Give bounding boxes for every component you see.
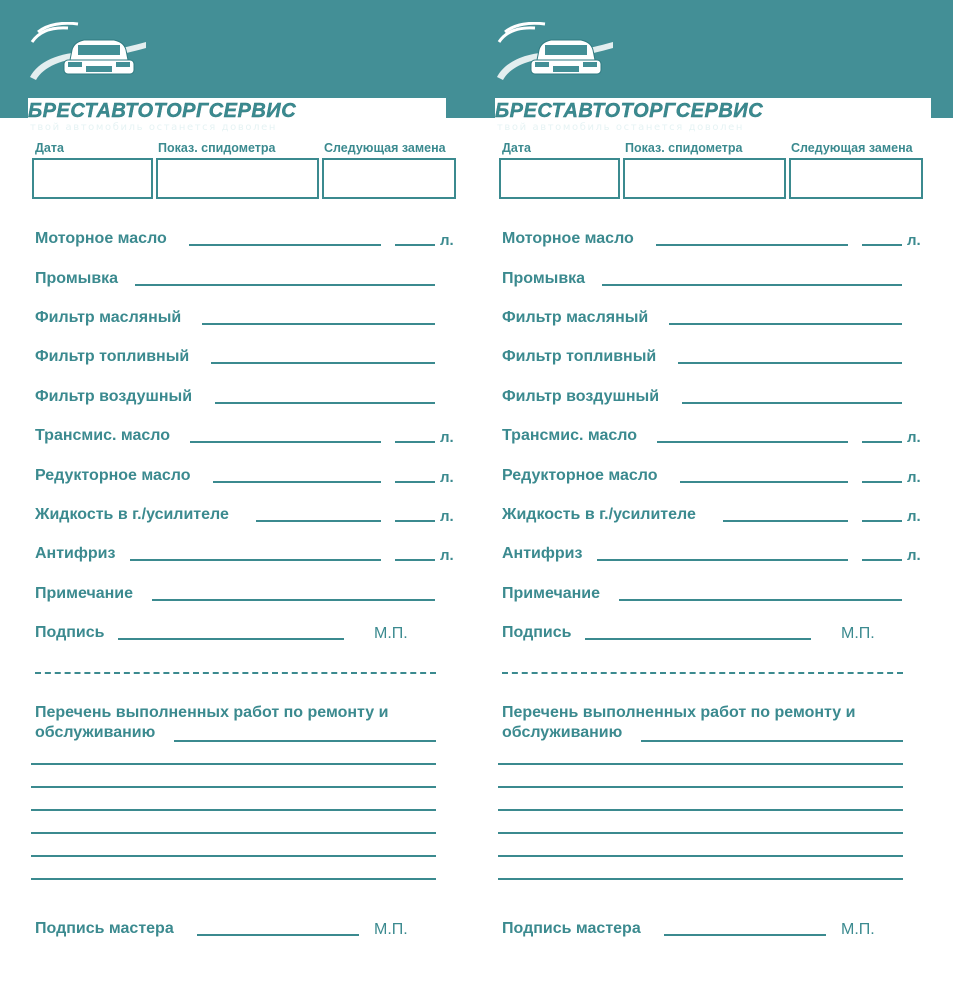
transmission-oil-line[interactable] [657, 441, 848, 443]
works-title-line2: обслуживанию [502, 724, 623, 741]
note-line[interactable] [619, 599, 902, 601]
cut-line [502, 672, 903, 674]
gear-oil-line[interactable] [680, 481, 848, 483]
engine-oil-qty-line[interactable] [862, 244, 902, 246]
flushing-line[interactable] [602, 284, 902, 286]
signature-line[interactable] [118, 638, 344, 640]
unit-label: л. [440, 508, 454, 525]
works-line[interactable] [498, 855, 903, 857]
works-line[interactable] [31, 809, 436, 811]
gear-oil-qty-line[interactable] [395, 481, 435, 483]
date-label: Дата [35, 141, 64, 155]
brand-name: БРЕСТАВТОТОРГСЕРВИС [28, 100, 297, 122]
odometer-label: Показ. спидометра [158, 141, 276, 155]
power-steering-label: Жидкость в г./усилителе [35, 506, 229, 523]
signature-label: Подпись [502, 624, 572, 641]
power-steering-line[interactable] [256, 520, 381, 522]
works-line[interactable] [31, 786, 436, 788]
fuel-filter-line[interactable] [678, 362, 902, 364]
stamp-label: М.П. [374, 921, 408, 938]
note-line[interactable] [152, 599, 435, 601]
signature-line[interactable] [585, 638, 811, 640]
unit-label: л. [440, 429, 454, 446]
antifreeze-line[interactable] [597, 559, 848, 561]
car-icon [28, 22, 148, 82]
oil-filter-line[interactable] [202, 323, 435, 325]
flushing-label: Промывка [35, 270, 119, 287]
antifreeze-qty-line[interactable] [395, 559, 435, 561]
transmission-oil-label: Трансмис. масло [502, 427, 638, 444]
transmission-oil-line[interactable] [190, 441, 381, 443]
works-line[interactable] [31, 763, 436, 765]
air-filter-line[interactable] [682, 402, 902, 404]
antifreeze-label: Антифриз [35, 545, 116, 562]
next-change-box[interactable] [322, 158, 456, 199]
flushing-label: Промывка [502, 270, 586, 287]
works-line[interactable] [31, 878, 436, 880]
brand-name: БРЕСТАВТОТОРГСЕРВИС [495, 100, 764, 122]
odometer-box[interactable] [156, 158, 319, 199]
date-box[interactable] [32, 158, 153, 199]
works-line[interactable] [498, 786, 903, 788]
cut-line [35, 672, 436, 674]
fuel-filter-label: Фильтр топливный [502, 348, 657, 365]
power-steering-label: Жидкость в г./усилителе [502, 506, 696, 523]
master-signature-line[interactable] [197, 934, 359, 936]
car-icon [495, 22, 615, 82]
works-title-line1: Перечень выполненных работ по ремонту и [502, 704, 856, 721]
odometer-label: Показ. спидометра [625, 141, 743, 155]
works-title [502, 703, 922, 743]
gear-oil-line[interactable] [213, 481, 381, 483]
unit-label: л. [440, 469, 454, 486]
oil-filter-label: Фильтр масляный [35, 309, 182, 326]
power-steering-qty-line[interactable] [395, 520, 435, 522]
air-filter-line[interactable] [215, 402, 435, 404]
gear-oil-label: Редукторное масло [502, 467, 658, 484]
works-title-line1: Перечень выполненных работ по ремонту и [35, 704, 389, 721]
engine-oil-label: Моторное масло [35, 230, 167, 247]
gear-oil-qty-line[interactable] [862, 481, 902, 483]
antifreeze-qty-line[interactable] [862, 559, 902, 561]
brand-slogan: твой автомобиль останется доволен [30, 122, 277, 133]
works-title [35, 703, 455, 743]
company-logo [28, 22, 478, 133]
unit-label: л. [907, 469, 921, 486]
power-steering-qty-line[interactable] [862, 520, 902, 522]
engine-oil-qty-line[interactable] [395, 244, 435, 246]
master-signature-label: Подпись мастера [502, 920, 641, 937]
flushing-line[interactable] [135, 284, 435, 286]
oil-filter-line[interactable] [669, 323, 902, 325]
transmission-oil-label: Трансмис. масло [35, 427, 171, 444]
master-signature-label: Подпись мастера [35, 920, 174, 937]
master-signature-line[interactable] [664, 934, 826, 936]
odometer-box[interactable] [623, 158, 786, 199]
brand-slogan: твой автомобиль останется доволен [497, 122, 744, 133]
company-logo [495, 22, 945, 133]
note-label: Примечание [502, 585, 601, 602]
air-filter-label: Фильтр воздушный [35, 388, 193, 405]
works-line[interactable] [498, 809, 903, 811]
unit-label: л. [907, 232, 921, 249]
unit-label: л. [907, 508, 921, 525]
next-change-box[interactable] [789, 158, 923, 199]
unit-label: л. [907, 547, 921, 564]
transmission-oil-qty-line[interactable] [862, 441, 902, 443]
stamp-label: М.П. [841, 921, 875, 938]
unit-label: л. [907, 429, 921, 446]
transmission-oil-qty-line[interactable] [395, 441, 435, 443]
air-filter-label: Фильтр воздушный [502, 388, 660, 405]
date-box[interactable] [499, 158, 620, 199]
gear-oil-label: Редукторное масло [35, 467, 191, 484]
fuel-filter-label: Фильтр топливный [35, 348, 190, 365]
unit-label: л. [440, 232, 454, 249]
service-card-right [467, 0, 943, 1000]
works-line[interactable] [31, 832, 436, 834]
stamp-label: М.П. [374, 625, 408, 642]
antifreeze-line[interactable] [130, 559, 381, 561]
note-label: Примечание [35, 585, 134, 602]
next-change-label: Следующая замена [324, 141, 446, 155]
date-label: Дата [502, 141, 531, 155]
oil-filter-label: Фильтр масляный [502, 309, 649, 326]
works-title-line2: обслуживанию [35, 724, 156, 741]
engine-oil-line[interactable] [189, 244, 381, 246]
antifreeze-label: Антифриз [502, 545, 583, 562]
works-line[interactable] [641, 740, 903, 742]
signature-label: Подпись [35, 624, 105, 641]
power-steering-line[interactable] [723, 520, 848, 522]
unit-label: л. [440, 547, 454, 564]
works-line[interactable] [31, 855, 436, 857]
works-line[interactable] [498, 763, 903, 765]
fuel-filter-line[interactable] [211, 362, 435, 364]
works-line[interactable] [498, 878, 903, 880]
engine-oil-line[interactable] [656, 244, 848, 246]
engine-oil-label: Моторное масло [502, 230, 634, 247]
works-line[interactable] [498, 832, 903, 834]
service-card-left [0, 0, 476, 1000]
stamp-label: М.П. [841, 625, 875, 642]
next-change-label: Следующая замена [791, 141, 913, 155]
works-line[interactable] [174, 740, 436, 742]
